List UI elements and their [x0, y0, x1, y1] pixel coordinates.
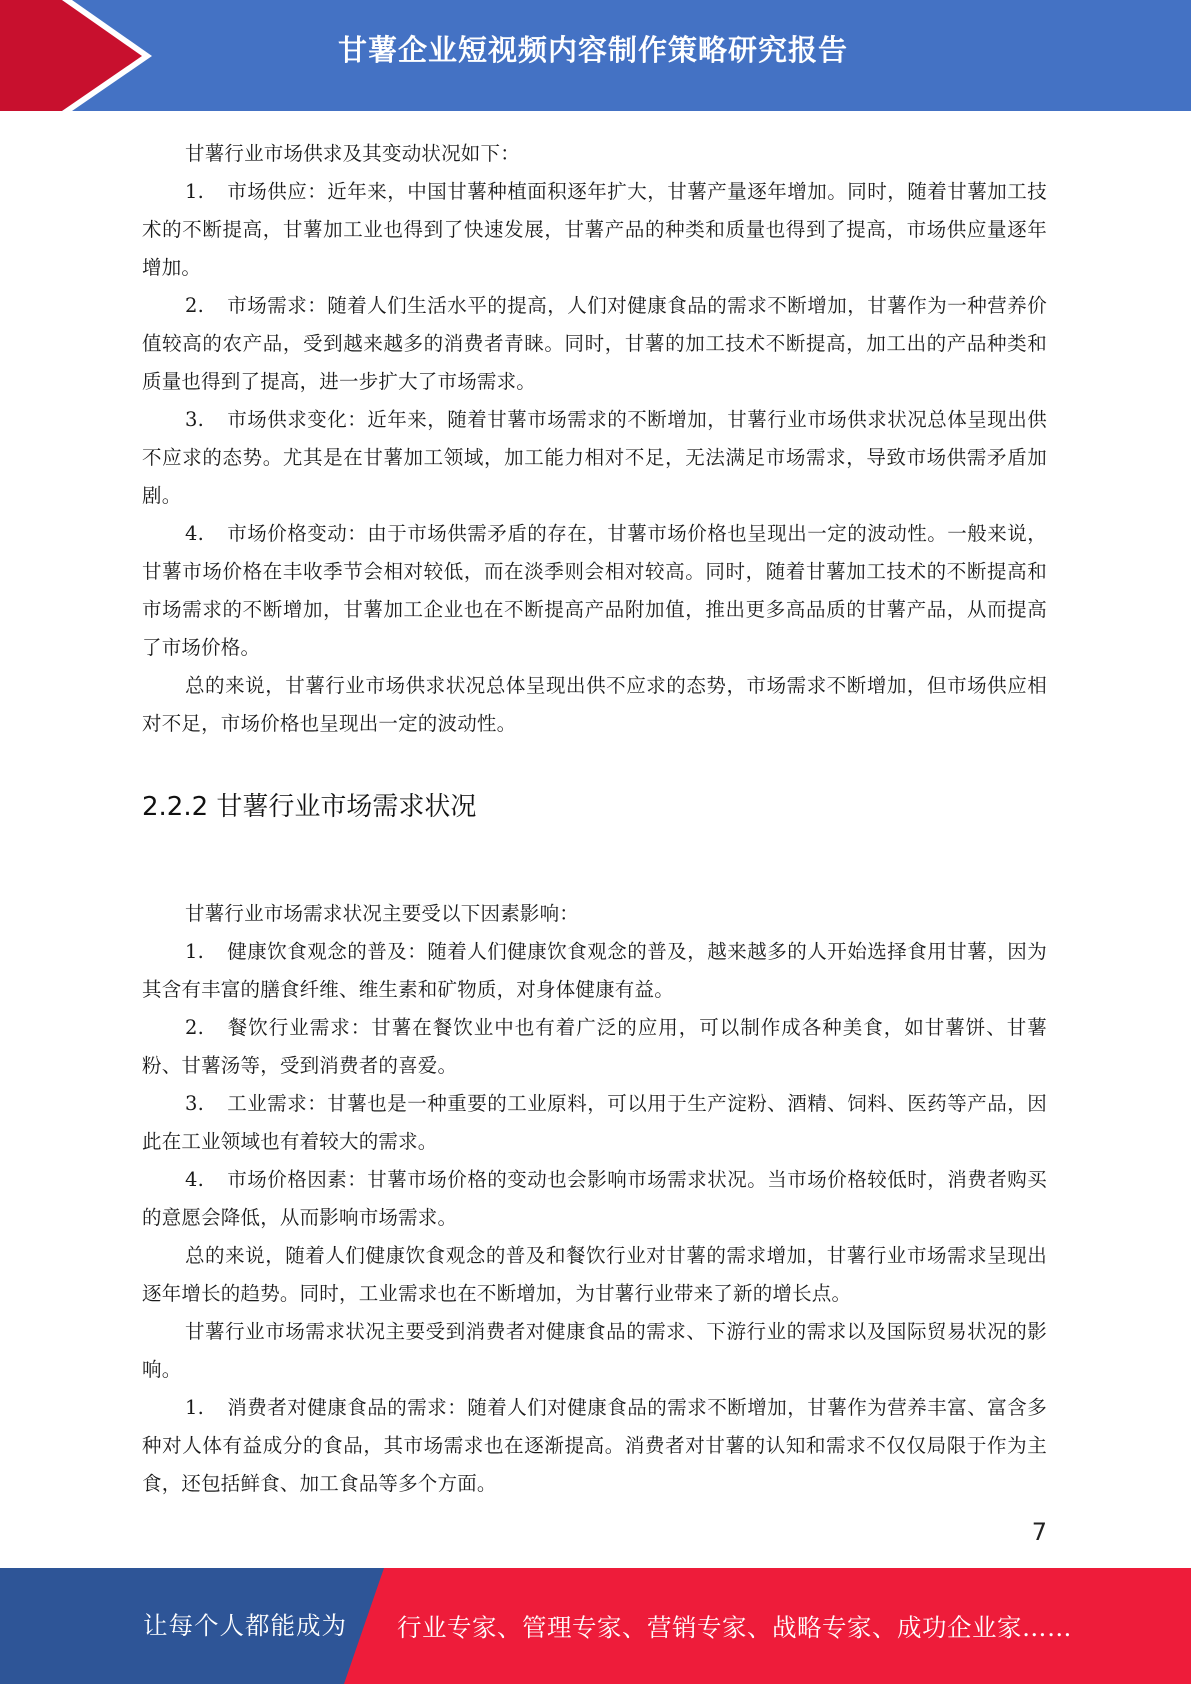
- page-content: [142, 135, 1047, 1503]
- list-text: 市场需求：随着人们生活水平的提高，人们对健康食品的需求不断增加，甘薯作为一种营养价值较高的农产品，受到越来越多的消费者青睐。同时，甘薯的加工技术不断提高，加工出的产品种类和质量也得到了提高，进一步扩大了市场需求。: [142, 294, 1047, 393]
- list-text: 餐饮行业需求：甘薯在餐饮业中也有着广泛的应用，可以制作成各种美食，如甘薯饼、甘薯粉、甘薯汤等，受到消费者的喜爱。: [142, 1016, 1047, 1077]
- list-item: [142, 515, 1047, 667]
- list-number: 1.: [185, 180, 205, 203]
- footer-slogan-roles: 行业专家、管理专家、营销专家、战略专家、成功企业家……: [397, 1613, 1072, 1642]
- list-item: [142, 1085, 1047, 1161]
- list-number: 1.: [185, 1396, 205, 1419]
- document-title: 甘薯企业短视频内容制作策略研究报告: [337, 33, 848, 67]
- list-item: [142, 933, 1047, 1009]
- list-item: [142, 1009, 1047, 1085]
- list-item: [142, 1161, 1047, 1237]
- section1-intro: 甘薯行业市场供求及其变动状况如下：: [185, 142, 520, 165]
- header-arrow-decoration: [0, 0, 160, 111]
- list-text: 市场供应：近年来，中国甘薯种植面积逐年扩大，甘薯产量逐年增加。同时，随着甘薯加工技术的不断提高，甘薯加工业也得到了快速发展，甘薯产品的种类和质量也得到了提高，市场供应量逐年增加。: [142, 180, 1047, 279]
- list-item: [142, 287, 1047, 401]
- section2-intro: 甘薯行业市场需求状况主要受以下因素影响：: [185, 902, 580, 925]
- section-heading: 2.2.2 甘薯行业市场需求状况: [142, 792, 477, 822]
- list-number: 3.: [185, 408, 205, 431]
- list-text: 工业需求：甘薯也是一种重要的工业原料，可以用于生产淀粉、酒精、饲料、医药等产品，因此在工业领域也有着较大的需求。: [142, 1092, 1047, 1153]
- list-number: 4.: [185, 522, 205, 545]
- section2-summary: 总的来说，随着人们健康饮食观念的普及和餐饮行业对甘薯的需求增加，甘薯行业市场需求呈现出逐年增长的趋势。同时，工业需求也在不断增加，为甘薯行业带来了新的增长点。: [142, 1244, 1047, 1305]
- header-banner: [0, 0, 1191, 111]
- list-text: 市场供求变化：近年来，随着甘薯市场需求的不断增加，甘薯行业市场供求状况总体呈现出供不应求的态势。尤其是在甘薯加工领域，加工能力相对不足，无法满足市场需求，导致市场供需矛盾加剧。: [142, 408, 1047, 507]
- footer-slogan-lead: 让每个人都能成为: [143, 1611, 347, 1640]
- list-text: 市场价格变动：由于市场供需矛盾的存在，甘薯市场价格也呈现出一定的波动性。一般来说，甘薯市场价格在丰收季节会相对较低，而在淡季则会相对较高。同时，随着甘薯加工技术的不断提高和市场需求的不断增加，甘薯加工企业也在不断提高产品附加值，推出更多高品质的甘薯产品，从而提高了市场价格。: [142, 522, 1047, 659]
- list-number: 4.: [185, 1168, 205, 1191]
- list-item: [142, 1389, 1047, 1503]
- list-number: 2.: [185, 294, 205, 317]
- list-item: [142, 401, 1047, 515]
- section2-intro-2: 甘薯行业市场需求状况主要受到消费者对健康食品的需求、下游行业的需求以及国际贸易状况的影响。: [142, 1320, 1047, 1381]
- section1-summary: 总的来说，甘薯行业市场供求状况总体呈现出供不应求的态势，市场需求不断增加，但市场供应相对不足，市场价格也呈现出一定的波动性。: [142, 674, 1047, 735]
- list-number: 1.: [185, 940, 205, 963]
- list-text: 市场价格因素：甘薯市场价格的变动也会影响市场需求状况。当市场价格较低时，消费者购买的意愿会降低，从而影响市场需求。: [142, 1168, 1047, 1229]
- list-text: 健康饮食观念的普及：随着人们健康饮食观念的普及，越来越多的人开始选择食用甘薯，因为其含有丰富的膳食纤维、维生素和矿物质，对身体健康有益。: [142, 940, 1047, 1001]
- footer-banner: [0, 1568, 1191, 1684]
- page-number: 7: [1031, 1518, 1047, 1546]
- list-number: 2.: [185, 1016, 205, 1039]
- list-item: [142, 173, 1047, 287]
- list-text: 消费者对健康食品的需求：随着人们对健康食品的需求不断增加，甘薯作为营养丰富、富含多种对人体有益成分的食品，其市场需求也在逐渐提高。消费者对甘薯的认知和需求不仅仅局限于作为主食，还包括鲜食、加工食品等多个方面。: [142, 1396, 1047, 1495]
- list-number: 3.: [185, 1092, 205, 1115]
